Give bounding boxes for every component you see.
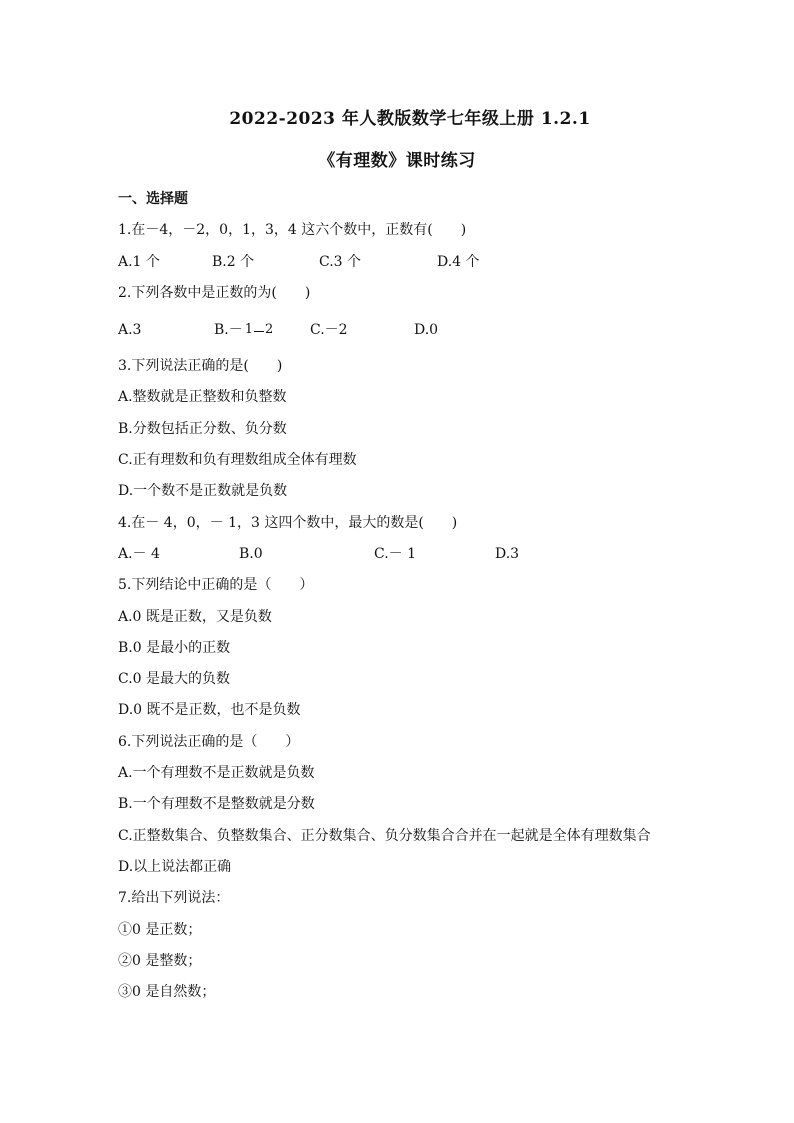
q1-options: [118, 247, 708, 278]
q4-stem: 4.在－ 4，0，－ 1，3 这四个数中，最大的数是( ): [118, 514, 458, 531]
q4-option-b: B.0: [239, 545, 263, 562]
q5-option-d: D.0 既不是正数，也不是负数: [118, 702, 301, 719]
q4-option-d: D.3: [495, 545, 520, 562]
q2-option-b: [214, 311, 310, 349]
q7-statement-3: ③0 是自然数；: [118, 984, 216, 1001]
q6-option-c: C.正整数集合、负整数集合、正分数集合、负分数集合合并在一起就是全体有理数集合: [118, 827, 651, 844]
q2-option-b-prefix: B.－: [214, 322, 243, 339]
q1-option-a: A.1 个: [118, 253, 160, 270]
q6-option-b: B.一个有理数不是整数就是分数: [118, 796, 315, 813]
q1-stem: 1.在－4，－2，0，1，3，4 这六个数中，正数有( ): [118, 222, 467, 239]
q6-option-a: A.一个有理数不是正数就是负数: [118, 765, 315, 782]
q5-option-c: C.0 是最大的负数: [118, 671, 231, 688]
q2-stem: 2.下列各数中是正数的为( ): [118, 284, 311, 301]
q7-stem: 7.给出下列说法：: [118, 890, 230, 907]
q2-option-c: C.－2: [310, 322, 348, 339]
fraction-denominator: 2: [265, 322, 274, 338]
q3-option-c: C.正有理数和负有理数组成全体有理数: [118, 452, 357, 469]
document-content: [118, 184, 708, 1008]
q1-option-d: D.4 个: [437, 253, 480, 270]
q7-statement-1: ①0 是正数；: [118, 921, 202, 938]
q7-statement-2: ②0 是整数；: [118, 952, 202, 969]
q6-stem: 6.下列说法正确的是（ ）: [118, 733, 300, 750]
fraction-bar: [254, 331, 264, 332]
q5-stem: 5.下列结论中正确的是（ ）: [118, 577, 314, 594]
q1-option-c: C.3 个: [319, 253, 362, 270]
fraction-numerator: 1: [244, 322, 254, 338]
q4-option-a: A.－ 4: [118, 545, 160, 562]
q2-option-a: A.3: [118, 322, 142, 339]
section-title: 一、选择题: [118, 191, 188, 207]
q2-option-d: D.0: [414, 322, 439, 339]
q5-option-a: A.0 既是正数，又是负数: [118, 608, 272, 625]
q1-option-b: B.2 个: [212, 253, 255, 270]
q4-option-c: C.－ 1: [374, 545, 417, 562]
q3-option-a: A.整数就是正整数和负整数: [118, 389, 287, 406]
document-title-line1: 2022-2023 年人教版数学七年级上册 1.2.1: [229, 109, 591, 129]
document-title-line2: 《有理数》课时练习: [318, 151, 476, 171]
q3-stem: 3.下列说法正确的是( ): [118, 358, 283, 375]
q6-option-d: D.以上说法都正确: [118, 858, 232, 875]
q2-options: [118, 311, 708, 349]
q5-option-b: B.0 是最小的正数: [118, 639, 231, 656]
q3-option-b: B.分数包括正分数、负分数: [118, 420, 287, 437]
q4-options: [118, 539, 708, 570]
q3-option-d: D.一个数不是正数就是负数: [118, 483, 288, 500]
fraction-one-half: [244, 323, 275, 337]
